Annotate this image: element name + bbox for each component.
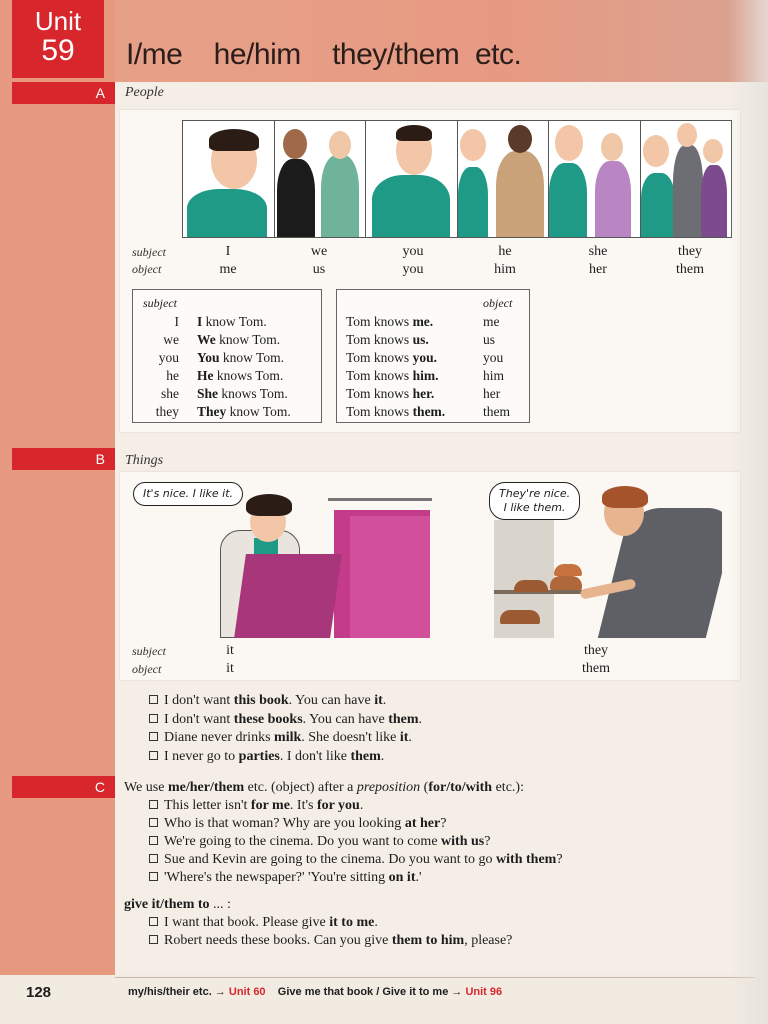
subject-pronoun: he xyxy=(166,368,179,383)
subject-row-label: subject xyxy=(132,644,166,658)
bold-term: He xyxy=(197,368,214,383)
box-header: object xyxy=(483,296,513,310)
text-run: etc. (object) after a xyxy=(244,780,357,795)
text-run: Diane never drinks xyxy=(164,730,275,745)
text-run: , please? xyxy=(464,933,513,948)
subject-pronoun: we xyxy=(310,244,328,259)
example-sentence xyxy=(149,798,363,814)
object-examples-box xyxy=(336,289,530,423)
subject-example xyxy=(197,368,283,384)
bold-term: for/to/with xyxy=(428,780,493,795)
text-run: . xyxy=(380,748,385,764)
text-run: Sue and Kevin are going to the cinema. Do you want to go xyxy=(164,852,497,867)
page-number: 128 xyxy=(26,984,52,1001)
bold-term: it to me xyxy=(329,915,375,930)
subject-pronoun: he xyxy=(498,244,512,259)
bold-term: them xyxy=(388,711,419,727)
page-margin xyxy=(0,0,115,1024)
section-c-bar: C xyxy=(12,776,115,798)
text-run: I don't want xyxy=(164,711,234,727)
bold-term: She xyxy=(197,386,219,401)
subject-pronoun: they xyxy=(677,244,703,259)
bullet-box-icon xyxy=(149,836,158,845)
text-run: Robert needs these books. Can you give xyxy=(164,933,392,948)
object-example xyxy=(346,350,437,366)
frame-i xyxy=(183,121,275,237)
text-run: know Tom. xyxy=(226,404,291,419)
subject-pronoun: I xyxy=(174,314,179,329)
example-sentence xyxy=(149,712,422,728)
bubble-line: They're nice. xyxy=(499,487,571,500)
box-header: subject xyxy=(143,296,177,310)
text-run: I don't want xyxy=(164,693,234,708)
bold-term: parties xyxy=(238,748,280,764)
text-run: Tom knows xyxy=(346,404,413,419)
section-a-bar: A xyxy=(12,82,115,104)
speech-bubble-left: It's nice. I like it. xyxy=(133,482,243,506)
crossref-link-unit-96[interactable]: Unit 96 xyxy=(465,986,503,998)
example-sentence xyxy=(149,933,512,949)
page-edge-shade xyxy=(728,0,768,1024)
object-pronoun: them xyxy=(676,262,704,277)
object-pronoun: us xyxy=(483,332,496,347)
example-sentence xyxy=(149,852,563,868)
bullet-box-icon xyxy=(149,872,158,881)
object-pronoun: them xyxy=(483,404,510,419)
text-run: We're going to the cinema. Do you want to come xyxy=(164,834,442,849)
footer-strip xyxy=(0,975,768,1024)
section-b-label: Things xyxy=(125,453,164,468)
subject-example xyxy=(197,404,291,420)
text-run: . It's xyxy=(289,798,317,813)
woman-clothes-illustration xyxy=(210,480,432,638)
subject-pronoun: you xyxy=(158,350,179,365)
subject-pronoun: you xyxy=(402,244,424,259)
bold-term: this book xyxy=(233,693,289,708)
bullet-box-icon xyxy=(149,935,158,944)
bullet-box-icon xyxy=(149,818,158,827)
text-run: I never go to xyxy=(164,748,239,764)
italic-term: preposition xyxy=(356,780,421,795)
example-sentence xyxy=(149,816,446,832)
text-run: . You can have xyxy=(288,693,375,708)
example-sentence xyxy=(149,693,386,709)
text-run: ( xyxy=(420,780,429,795)
subject-row-label: subject xyxy=(132,245,166,259)
text-run: . xyxy=(359,798,364,813)
object-pronoun: me xyxy=(219,262,237,277)
bold-term: They xyxy=(197,404,227,419)
object-pronoun: it xyxy=(226,661,234,676)
bold-term: for you xyxy=(316,798,360,813)
bold-term: it xyxy=(399,730,409,745)
section-b-bar: B xyxy=(12,448,115,470)
object-pronoun: her xyxy=(483,386,501,401)
example-sentence xyxy=(149,870,422,886)
bold-term: them xyxy=(350,748,381,764)
object-pronoun: you xyxy=(483,350,504,365)
text-run: know Tom. xyxy=(219,350,284,365)
text-run: . xyxy=(382,693,387,708)
unit-badge xyxy=(12,0,104,78)
text-run: knows Tom. xyxy=(213,368,284,383)
bullet-box-icon xyxy=(149,751,158,760)
text-run: etc.): xyxy=(492,780,524,795)
unit-number: 59 xyxy=(41,34,75,67)
cross-references xyxy=(128,986,502,998)
text-run: ? xyxy=(556,852,563,867)
bold-term: her. xyxy=(412,386,435,401)
text-run: ? xyxy=(440,816,447,831)
text-run: Tom knows xyxy=(346,386,413,401)
text-run: know Tom. xyxy=(215,332,281,347)
frame-you xyxy=(366,121,458,237)
bullet-box-icon xyxy=(149,917,158,926)
bold-term: with us xyxy=(441,834,485,849)
object-pronoun: him xyxy=(483,368,505,383)
subject-pronoun: they xyxy=(583,643,609,658)
text-run: know Tom. xyxy=(202,314,267,329)
crossref-text: my/his/their etc. → xyxy=(128,986,229,998)
example-sentence xyxy=(149,749,384,765)
bullet-box-icon xyxy=(149,714,158,723)
object-example xyxy=(346,404,445,420)
bold-term: me/her/them xyxy=(167,780,245,795)
bold-term: at her xyxy=(404,816,441,831)
bold-term: these books xyxy=(233,711,303,727)
text-run: We use xyxy=(124,780,168,795)
subject-example xyxy=(197,314,267,330)
bold-term: I xyxy=(197,314,203,329)
bold-term: it xyxy=(374,693,383,708)
example-sentence xyxy=(149,730,412,746)
bullet-box-icon xyxy=(149,732,158,741)
text-run: Tom knows xyxy=(346,368,413,383)
text-run: . I don't like xyxy=(279,748,351,764)
crossref-text: Give me that book / Give it to me → xyxy=(277,986,466,998)
frame-they xyxy=(641,121,732,237)
bold-term: We xyxy=(197,332,216,347)
give-heading xyxy=(124,897,231,913)
example-sentence xyxy=(149,915,378,931)
page-title: I/me he/him they/them etc. xyxy=(126,38,522,71)
text-run: .' xyxy=(415,870,422,885)
object-pronoun: them xyxy=(582,661,610,676)
unit-word: Unit xyxy=(34,6,82,36)
crossref-link-unit-60[interactable]: Unit 60 xyxy=(228,986,266,998)
bold-term: milk xyxy=(274,730,302,745)
bold-term: You xyxy=(197,350,220,365)
bold-term: for me xyxy=(250,798,290,813)
text-run: . You can have xyxy=(302,711,389,727)
section-a-label: People xyxy=(125,85,164,100)
bold-term: with them xyxy=(496,852,557,867)
section-c-intro xyxy=(124,780,524,796)
bold-term: on it xyxy=(388,870,416,885)
subject-pronoun: she xyxy=(588,244,608,259)
text-run: knows Tom. xyxy=(218,386,288,401)
text-run: . xyxy=(408,730,412,745)
subject-pronoun: it xyxy=(226,643,234,658)
frame-we xyxy=(275,121,367,237)
object-pronoun: you xyxy=(402,262,424,277)
bullet-box-icon xyxy=(149,854,158,863)
text-run: Tom knows xyxy=(346,332,413,347)
bold-term: give it/them to xyxy=(124,897,210,912)
footer-divider xyxy=(115,977,755,978)
frame-he xyxy=(458,121,550,237)
subject-pronoun: they xyxy=(155,404,179,419)
object-pronoun: me xyxy=(483,314,500,329)
object-example xyxy=(346,386,434,402)
text-run: . She doesn't like xyxy=(301,730,400,745)
text-run: 'Where's the newspaper?' 'You're sitting xyxy=(164,870,389,885)
subject-example xyxy=(197,386,288,402)
object-pronoun: us xyxy=(312,262,326,277)
text-run: I want that book. Please give xyxy=(164,915,330,930)
object-row-label: object xyxy=(132,662,162,676)
text-run: ? xyxy=(484,834,491,849)
subject-example xyxy=(197,332,280,348)
text-run: Tom knows xyxy=(346,350,413,365)
subject-examples-box xyxy=(132,289,322,423)
people-illustration xyxy=(182,120,732,238)
bold-term: us. xyxy=(412,332,429,347)
object-example xyxy=(346,368,438,384)
subject-example xyxy=(197,350,284,366)
speech-bubble-right xyxy=(489,482,580,520)
object-example xyxy=(346,332,429,348)
text-run: . xyxy=(374,915,378,930)
bubble-line: I like them. xyxy=(503,501,566,514)
object-example xyxy=(346,314,433,330)
text-run: . xyxy=(418,711,423,727)
bold-term: me. xyxy=(412,314,434,329)
text-run: This letter isn't xyxy=(164,798,251,813)
object-row-label: object xyxy=(132,262,162,276)
bold-term: him. xyxy=(412,368,439,383)
subject-pronoun: she xyxy=(161,386,179,401)
bullet-box-icon xyxy=(149,695,158,704)
subject-pronoun: we xyxy=(163,332,179,347)
bullet-box-icon xyxy=(149,800,158,809)
bold-term: them. xyxy=(412,404,446,419)
subject-pronoun: I xyxy=(225,244,231,259)
text-run: Tom knows xyxy=(346,314,413,329)
example-sentence xyxy=(149,834,490,850)
text-run: ... : xyxy=(209,897,231,912)
object-pronoun: him xyxy=(494,262,516,277)
text-run: Who is that woman? Why are you looking xyxy=(164,816,405,831)
bold-term: you. xyxy=(412,350,437,365)
object-pronoun: her xyxy=(589,262,607,277)
bold-term: them to him xyxy=(391,933,465,948)
frame-she xyxy=(549,121,641,237)
